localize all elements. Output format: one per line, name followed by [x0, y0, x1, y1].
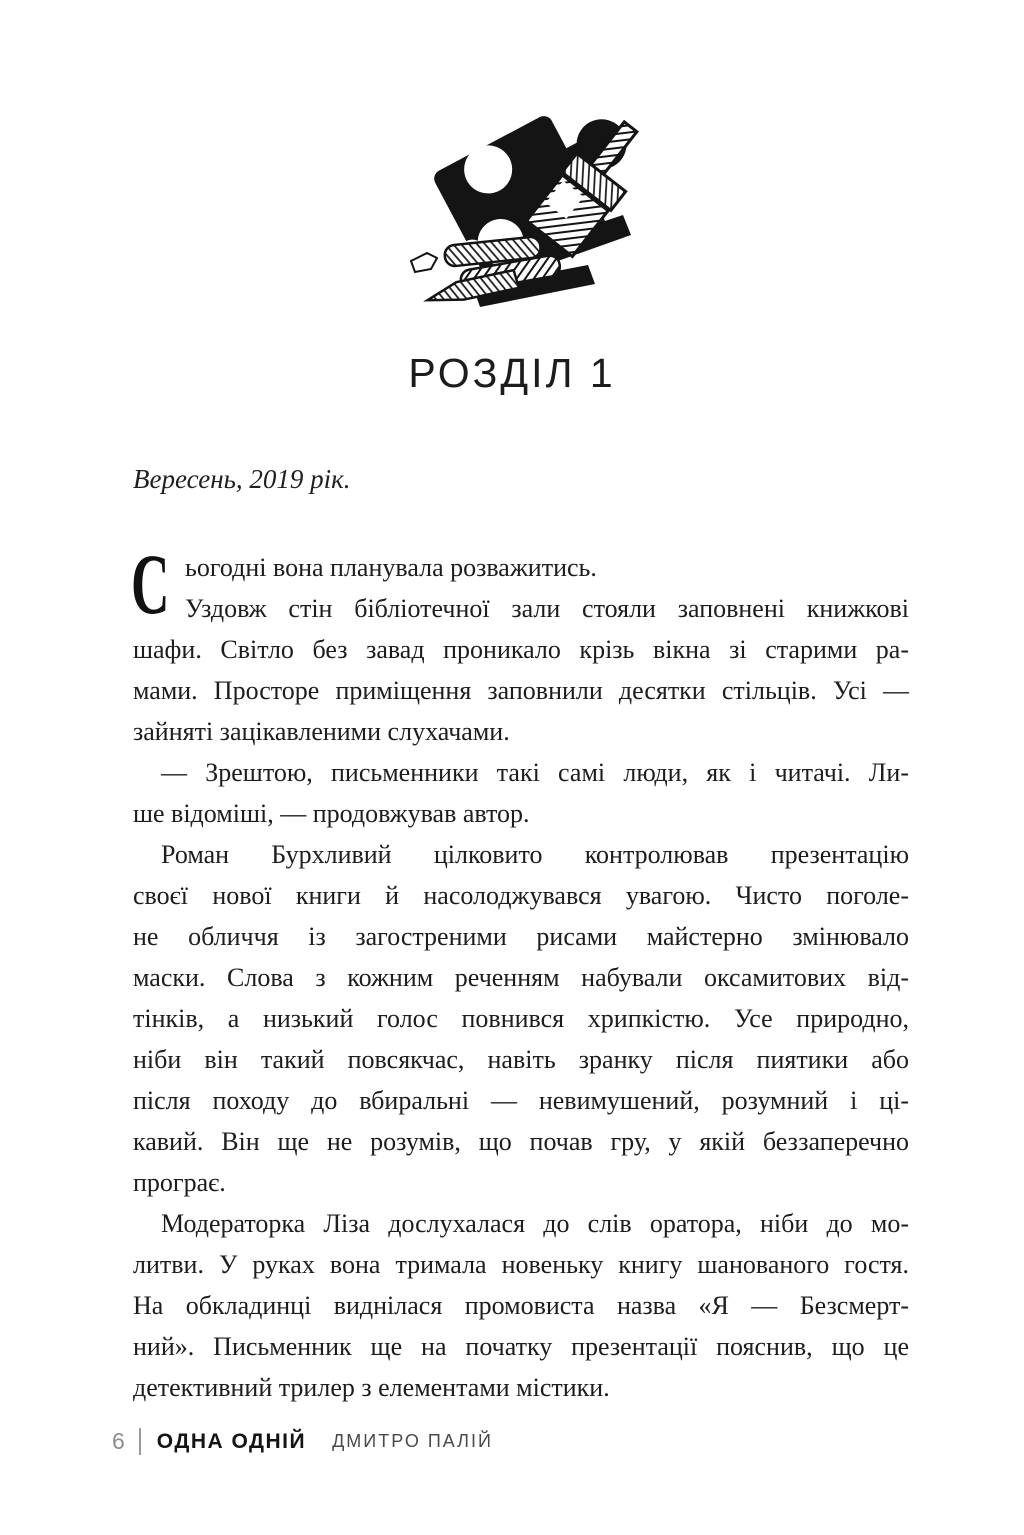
text-line: програє.: [133, 1168, 226, 1197]
text-line: після походу до вбиральні — невимушений, розумний і ці-: [133, 1086, 909, 1115]
text-line: ше відоміші, — продовжував автор.: [133, 799, 530, 828]
text-line: ьогодні вона планувала розважитись.: [185, 553, 597, 582]
text-line: ний». Письменник ще на початку презентації пояснив, що це: [133, 1332, 909, 1361]
page-number: 6: [112, 1428, 125, 1454]
text-line: тінків, а низький голос повнився хрипкістю. Усе природно,: [133, 1004, 909, 1033]
text-line: литви. У руках вона тримала новеньку книгу шанованого гостя.: [133, 1250, 909, 1279]
text-line: ніби він такий повсякчас, навіть зранку після пиятики або: [133, 1045, 909, 1074]
chapter-heading: РОЗДІЛ 1: [408, 350, 616, 396]
text-line: На обкладинці виднілася промовиста назва «Я — Безсмерт-: [133, 1291, 909, 1320]
text-line: своєї нової книги й насолоджувався увагою. Чисто поголе-: [133, 881, 909, 910]
text-line: не обличчя із загостреними рисами майстерно змінювало: [133, 922, 909, 951]
footer-divider: [139, 1428, 141, 1455]
text-line: шафи. Світло без завад проникало крізь вікна зі старими ра-: [133, 635, 909, 664]
chapter-illustration: [403, 95, 658, 320]
text-line: кавий. Він ще не розумів, що почав гру, у якій беззаперечно: [133, 1127, 909, 1156]
book-title: ОДНА ОДНІЙ: [156, 1429, 307, 1453]
text-line: мами. Просторе приміщення заповнили десятки стільців. Усі —: [133, 676, 909, 705]
text-line: Роман Бурхливий цілковито контролював презентацію: [161, 840, 909, 869]
book-author: ДМИТРО ПАЛІЙ: [332, 1431, 493, 1451]
puzzle-brush-crayons-icon: [403, 95, 658, 320]
page-footer: [112, 1428, 493, 1455]
drop-cap: С: [131, 536, 170, 632]
text-line: — Зрештою, письменники такі самі люди, як і читачі. Ли-: [161, 758, 909, 787]
chapter-date-line: Вересень, 2019 рік.: [133, 464, 351, 494]
text-line: зайняті зацікавленими слухачами.: [133, 717, 510, 746]
text-line: Модераторка Ліза дослухалася до слів оратора, ніби до мо-: [161, 1209, 909, 1238]
body-text: [131, 536, 909, 1408]
text-line: маски. Слова з кожним реченням набували оксамитових від-: [133, 963, 909, 992]
text-line: Уздовж стін бібліотечної зали стояли заповнені книжкові: [185, 594, 909, 623]
text-line: детективний трилер з елементами містики.: [133, 1373, 610, 1402]
